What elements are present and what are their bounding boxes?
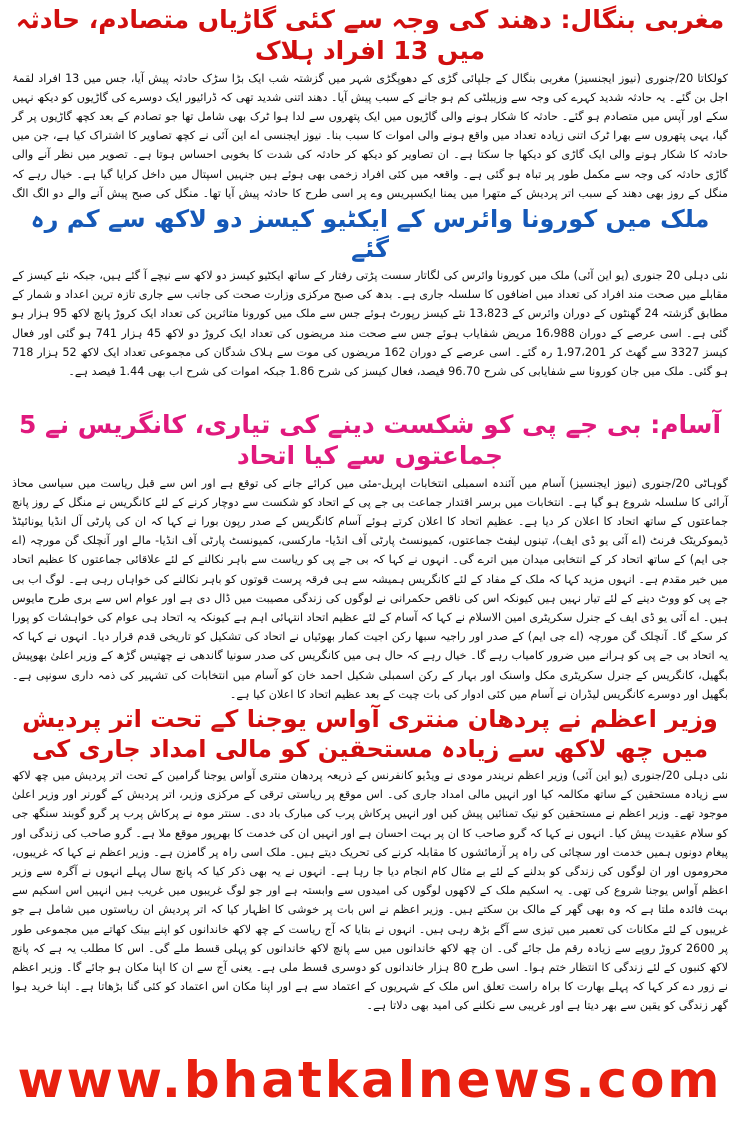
article-body: کولکاتا 20/جنوری (نیوز ایجنسیز) مغربی بنگال کے جلپائی گڑی کے دھوپگڑی شہر میں گزشتہ شب ایک بڑا سڑک حادثہ پیش آیا، جس میں 13 افراد لقمۂ اجل بن گئے۔ یہ حادثہ شدید کہرے کی وجہ سے وزیبلٹی کم ہو جانے کے سبب پیش آیا۔ دھند اتنی شدید تھی کہ ڈرائیور ایک دوسرے کی گاڑیوں کو دیکھ نہیں سکے اور آپس میں متصادم ہو گئے۔ حادثہ کا شکار ہونے والی گاڑیوں میں ایک پتھروں سے لدا ہوا ٹرک بھی شامل تھا جو تصادم کے بعد کچھ گاڑیوں پر گر گیا، یہی پتھروں سے بھرا ٹرک اتنی زیادہ تعداد میں واقع ہونے والی اموات کا سبب بنا۔ نیوز ایجنسی اے این آئی نے کچھ تصاویر کا اشتراک کیا ہے، جن میں حادثہ کا شکار ہونے والی ایک گاڑی کو دیکھا جا سکتا ہے۔ ان تصاویر کو دیکھ کر حادثہ کی شدت کا بخوبی احساس ہوتا ہے۔ تصویر میں نظر آنے والی گاڑی حادثہ کی وجہ سے مکمل طور پر تباہ ہو گئی ہے۔ واقعہ میں کئی افراد زخمی بھی ہوئے ہیں جنہیں اسپتال میں داخل کرایا گیا ہے۔ خیال رہے کہ منگل کے روز بھی دھند کے سبب اتر پردیش کے متھرا میں یمنا ایکسپریس وے پر اسی طرح کا حادثہ پیش آیا تھا۔ منگل کی صبح پیش آنے والے دو الگ الگ — [12, 71, 728, 200]
article-headline: وزیر اعظم نے پردھان منتری آواس یوجنا کے تحت اتر پردیش میں چھ لاکھ سے زیادہ مستحقین کو مالی امداد جاری کی — [22, 705, 718, 763]
article-body: نئی دہلی 20 جنوری (یو این آئی) ملک میں کورونا وائرس کی لگاتار سست پڑتی رفتار کے ساتھ ایکٹیو کیسز دو لاکھ سے نیچے آ گئے ہیں، جبکہ نئے کیسز کے مقابلے میں صحت مند افراد کی تعداد میں اضافوں کا سلسلہ جاری ہے۔ بدھ کی صبح مرکزی وزارت صحت کی جانب سے جاری تازہ ترین اعداد و شمار کے مطابق گزشتہ 24 گھنٹوں کے دوران وائرس کے 13،823 نئے کیسز رپورٹ ہوئے جس سے ملک میں کورونا متاثرین کی تعداد ایک کروڑ پانچ لاکھ 95 ہزار ہو گئی ہے۔ اسی عرصے کے دوران 16،988 مریض شفایاب ہوئے جس سے صحت مند مریضوں کی تعداد ایک کروڑ دو لاکھ 45 ہزار 741 ہو گئی اور فعال کیسز 3327 سے گھٹ کر 1،97،201 رہ گئے۔ اسی عرصے کے دوران 162 مریضوں کی موت سے ہلاک شدگان کی مجموعی تعداد ایک لاکھ 52 ہزار 718 ہو گئی۔ ملک میں جان کورونا سے شفایابی کی شرح 96.70 فیصد، فعال کیسز کی شرح 1.86 جبکہ اموات کی شرح اب بھی 1.44 فیصد ہے۔ — [12, 269, 728, 379]
article-corona-active-cases — [10, 204, 730, 409]
article-body: نئی دہلی 20/جنوری (یو این آئی) وزیر اعظم نریندر مودی نے ویڈیو کانفرنس کے ذریعہ پردھان منتری آواس یوجنا گرامین کے تحت اتر پردیش میں چھ لاکھ سے زیادہ مستحقین کے ساتھ مکالمہ کیا اور انہیں مالی امداد جاری کی۔ اس موقع پر ریاستی ترقی کے مرکزی وزیر، اتر پردیش کے گورنر اور وزیر اعلیٰ موجود تھے۔ وزیر اعظم نے مستحقین کو نیک تمنائیں پیش کیں اور انہیں پرکاش پرب کی مبارک باد دی۔ سنتر موہ نے پرکاش پرب پر گرو گوبند سنگھ جی کو سلام عقیدت پیش کیا۔ انہوں نے کہا کہ گرو صاحب کا ان پر بہت احسان ہے اور انہیں ان کی خدمت کا بھرپور موقع ملا ہے۔ گرو صاحب کی زندگی اور پیغام دونوں ہمیں خدمت اور سچائی کی راہ پر آزمائشوں کا مقابلہ کرنے کی تحریک دیتے ہیں۔ ملک اسی راہ پر گامزن ہے۔ وزیر اعظم نے کہا کہ غریبوں، محروموں اور ان لوگوں کی زندگی کو بدلنے کے لئے بے مثال کام انجام دیا جا رہا ہے۔ انہوں نے یہ بھی ذکر کیا کہ پانچ سال پہلے انہوں نے آگرہ سے وزیر اعظم آواس یوجنا شروع کی تھی۔ یہ اسکیم ملک کے لاکھوں لوگوں کی امیدوں سے وابستہ ہے اور جو لوگ غریبوں میں غریب ہیں انہیں اس اسکیم سے بہت فائدہ ملتا ہے کہ وہ بھی گھر کے مالک بن سکتے ہیں۔ وزیر اعظم نے اس بات پر خوشی کا اظہار کیا کہ اتر پردیش ان ریاستوں میں شامل ہے جو غریبوں کے لئے مکانات کی تعمیر میں تیزی سے آگے بڑھ رہی ہیں۔ انہوں نے بتایا کہ آج ریاست کے چھ لاکھ خاندانوں کو اپنے بینک کھاتے میں مجموعی طور پر 2600 کروڑ روپے سے زیادہ رقم مل جائے گی۔ ان چھ لاکھ خاندانوں میں سے پانچ لاکھ خاندانوں کو پہلی قسط ملے گی۔ اس کا مطلب یہ ہے کہ پانچ لاکھ کنبوں کے لئے زندگی کا انتظار ختم ہوا۔ اسی طرح 80 ہزار خاندانوں کو دوسری قسط ملی ہے۔ یعنی آج سے ان کا اپنا مکان ہو جائے گا۔ وزیر اعظم نے زور دے کر کہا کہ پہلے بھارت کا براہ راست تعلق اس ملک کے شہریوں کے اعتماد سے ہے اور اپنا مکان اس اعتماد کو کئی گنا بڑھاتا ہے۔ اپنا خرید ہوا گھر زندگی کو یقین سے بھر دیتا ہے اور غریبی سے نکلنے کی امید بھی دلاتا ہے۔ — [12, 769, 728, 1013]
article-headline: آسام: بی جے پی کو شکست دینے کی تیاری، کانگریس نے 5 جماعتوں سے کیا اتحاد — [18, 410, 722, 471]
website-footer: www.bhatkalnews.com — [17, 1051, 723, 1109]
article-headline: مغربی بنگال: دھند کی وجہ سے کئی گاڑیاں متصادم، حادثہ میں 13 افراد ہلاک — [15, 5, 725, 66]
article-headline: ملک میں کورونا وائرس کے ایکٹیو کیسز دو لاکھ سے کم رہ گئے — [30, 205, 710, 263]
article-pm-awas-yojana — [10, 704, 730, 1014]
article-bengal-fog-accident — [10, 4, 730, 204]
article-assam-congress-alliance — [10, 409, 730, 704]
article-body: گوہاٹی 20/جنوری (نیوز ایجنسیز) آسام میں آئندہ اسمبلی انتخابات اپریل-مئی میں کرائے جانے کی توقع ہے اور اس سے قبل ریاست میں سیاسی محاذ آرائی کا سلسلہ شروع ہو گیا ہے۔ انتخابات میں برسر اقتدار جماعت بی جے پی کے اتحاد کو شکست سے دوچار کرنے کے لئے کانگریس نے منگل کے روز پانچ جماعتوں کے ساتھ اتحاد کا اعلان کر دیا ہے۔ عظیم اتحاد کا اعلان کرتے ہوئے آسام کانگریس کے صدر رپون بورا نے کہا کہ ان کی پارٹی آل انڈیا یونائیٹڈ ڈیموکریٹک فرنٹ (اے آئی یو ڈی ایف)، تینوں لیفٹ جماعتوں، کمیونسٹ پارٹی آف انڈیا- مارکسی، کمیونسٹ پارٹی آف انڈیا- مالے اور آنچلک گن مورچہ (اے جی ایم) کے ساتھ اتحاد کر کے انتخابی میدان میں اترے گی۔ انہوں نے کہا کہ بی جے پی کو ریاست سے باہر نکالنے کے لئے علاقائی جماعتوں کا عظیم اتحاد میں خیر مقدم ہے۔ انہوں مزید کہا کہ ملک کے مفاد کے لئے کانگریس ہمیشہ سے ہی فرقہ پرست قوتوں کو باہر نکالنے کی خواہاں رہی ہے۔ لوگ اب بی جے پی کو ووٹ دینے کے لئے تیار نہیں ہیں کیونکہ اس کی ناقص حکمرانی نے لوگوں کی زندگی مصیبت میں ڈال دی ہے اور عوام اس سے بری طرح مایوس ہیں۔ اے آئی یو ڈی ایف کے جنرل سکریٹری امین الاسلام نے کہا کہ آسام کے لئے عظیم اتحاد انتہائی اہم ہے کیونکہ یہ اتحاد ہی عوام کی خواہشات کو پورا کر سکے گا۔ آنچلک گن مورچہ (اے جی ایم) کے صدر اور راجیہ سبھا رکن اجیت کمار بھوئیاں نے اتحاد کی تشکیل کو تاریخی قدم قرار دیا۔ انہوں نے کہا کہ یہ اتحاد بی جے پی کو ہرانے میں ضرور کامیاب رہے گا۔ خیال رہے کہ حال ہی میں کانگریس کی صدر سونیا گاندھی نے چھتیس گڑھ کے وزیر اعلیٰ بھوپیش بگھیل، کانگریس کے جنرل سکریٹری مکل واسنک اور بہار کے رکن اسمبلی شکیل احمد خان کو آسام میں انتخابات کی تشہیر کی ذمہ داری سونپی ہے۔ بگھیل اور دوسرے کانگریس لیڈران نے آسام میں کئی ادوار کی بات چیت کے بعد عظیم اتحاد کا اعلان کیا ہے۔ — [12, 476, 728, 701]
